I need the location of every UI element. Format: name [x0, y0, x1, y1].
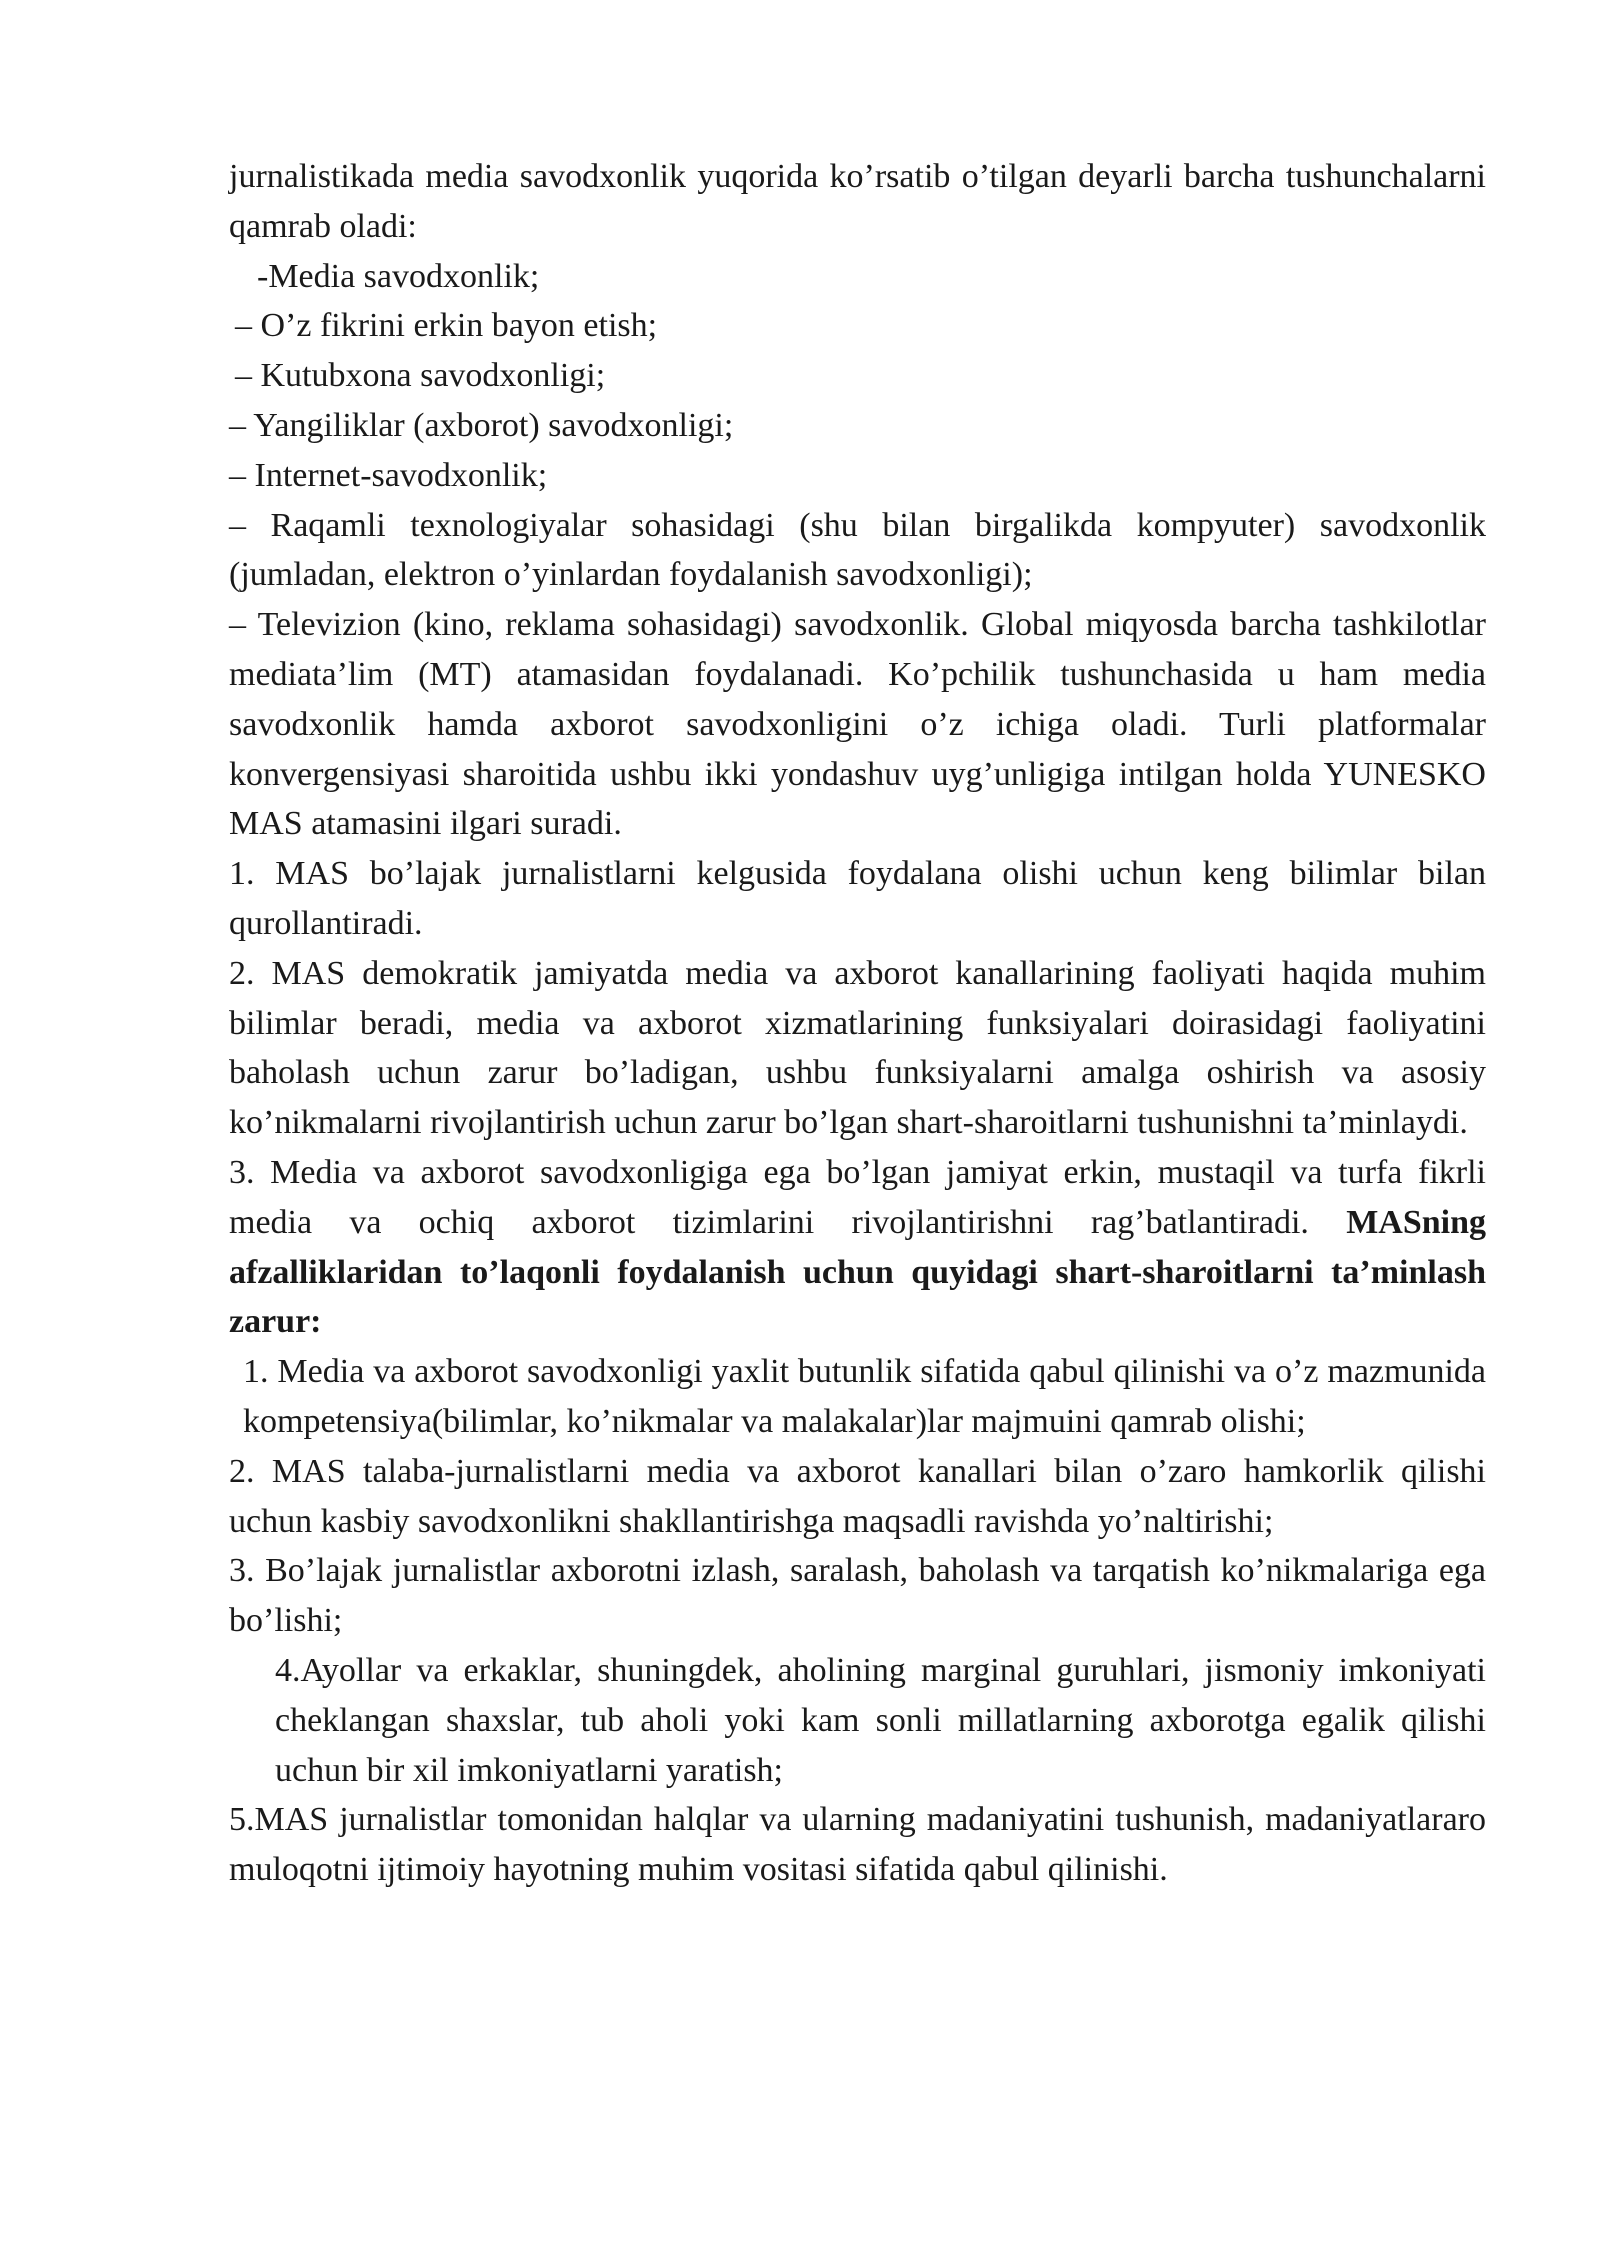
numbered-item-2: 2. MAS demokratik jamiyatda media va axborot kanallarining faoliyati haqida muhim bilimlar beradi, media va axborot xizmatlarining funksiyalari doirasidagi faoliyatini baholash uchun zarur bo’ladigan, ushbu funksiyalarni amalga oshirish va asosiy ko’nikmalarni rivojlantirish uchun zarur bo’lgan shart-sharoitlarni tushunishni ta’minlaydi. — [229, 954, 1486, 1142]
document-page — [229, 152, 1486, 1895]
paragraph-intro: jurnalistikada media savodxonlik yuqorida ko’rsatib o’tilgan deyarli barcha tushunchalarni qamrab oladi: — [229, 158, 1486, 245]
list-item-library-literacy: – Kutubxona savodxonligi; — [235, 357, 606, 395]
condition-item-4: 4.Ayollar va erkaklar, shuningdek, aholining marginal guruhlari, jismoniy imkoniyati cheklangan shaxslar, tub aholi yoki kam sonli millatlarning axborotga egalik qilishi uchun bir xil imkoniyatlarni yaratish; — [275, 1651, 1486, 1789]
list-item-media-literacy: -Media savodxonlik; — [257, 257, 540, 295]
numbered-item-3-text: 3. Media va axborot savodxonligiga ega bo’lgan jamiyat erkin, mustaqil va turfa fikrli media va ochiq axborot tizimlarini rivojlantirishni rag’batlantiradi. — [229, 1153, 1486, 1241]
conditions-heading: MASning afzalliklaridan to’laqonli foydalanish uchun quyidagi shart-sharoitlarni ta’minlash zarur: — [229, 1203, 1487, 1341]
list-item-free-expression: – O’z fikrini erkin bayon etish; — [235, 307, 658, 345]
list-item-internet-literacy: – Internet-savodxonlik; — [229, 456, 548, 494]
condition-item-3: 3. Bo’lajak jurnalistlar axborotni izlash, saralash, baholash va tarqatish ko’nikmalariga ega bo’lishi; — [229, 1552, 1486, 1640]
numbered-item-1: 1. MAS bo’lajak jurnalistlarni kelgusida foydalana olishi uchun keng bilimlar bilan qurollantiradi. — [229, 855, 1486, 942]
condition-item-5: 5.MAS jurnalistlar tomonidan halqlar va ularning madaniyatini tushunish, madaniyatlararo muloqotni ijtimoiy hayotning muhim vositasi sifatida qabul qilinishi. — [229, 1801, 1486, 1889]
condition-item-1: 1. Media va axborot savodxonligi yaxlit butunlik sifatida qabul qilinishi va o’z mazmunida kompetensiya(bilimlar, ko’nikmalar va malakalar)lar majmuini qamrab olishi; — [243, 1353, 1486, 1440]
condition-item-2: 2. MAS talaba-jurnalistlarni media va axborot kanallari bilan o’zaro hamkorlik qilishi uchun kasbiy savodxonlikni shakllantirishga maqsadli ravishda yo’naltirishi; — [229, 1452, 1486, 1540]
list-item-news-literacy: – Yangiliklar (axborot) savodxonligi; — [229, 406, 734, 444]
list-item-tv-literacy: – Televizion (kino, reklama sohasidagi) savodxonlik. Global miqyosda barcha tashkilotlar mediata’lim (MT) atamasidan foydalanadi. Ko’pchilik tushunchasida u ham media savodxonlik hamda axborot savodxonligini o’z ichiga oladi. Turli platformalar konvergensiyasi sharoitida ushbu ikki yondashuv uyg’unligiga intilgan holda YUNESKO MAS atamasini ilgari suradi. — [229, 606, 1486, 843]
list-item-digital-literacy: – Raqamli texnologiyalar sohasidagi (shu bilan birgalikda kompyuter) savodxonlik (jumladan, elektron o’yinlardan foydalanish savodxonligi); — [229, 506, 1486, 594]
numbered-item-3 — [229, 1148, 1486, 1347]
